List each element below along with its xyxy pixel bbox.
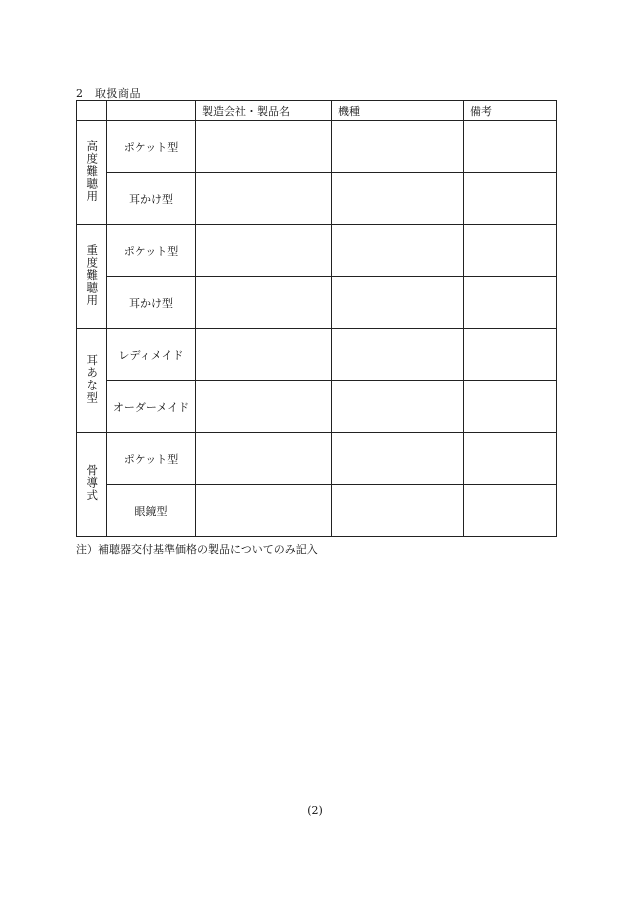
maker-product-cell[interactable]: [196, 225, 332, 277]
header-model: 機種: [332, 101, 464, 121]
maker-product-cell[interactable]: [196, 121, 332, 173]
header-remarks: 備考: [464, 101, 557, 121]
table-row: [77, 277, 557, 329]
remarks-cell[interactable]: [464, 485, 557, 537]
model-cell[interactable]: [332, 173, 464, 225]
table-row: [77, 225, 557, 277]
model-cell[interactable]: [332, 433, 464, 485]
group-label-cell: [77, 225, 107, 329]
remarks-cell[interactable]: [464, 173, 557, 225]
header-blank-1: [77, 101, 107, 121]
group-label: 骨導式: [85, 464, 100, 502]
section-heading: 2 取扱商品: [76, 87, 141, 100]
type-cell: ポケット型: [107, 121, 196, 173]
table-row: [77, 173, 557, 225]
type-cell: オーダーメイド: [107, 381, 196, 433]
group-label-cell: [77, 433, 107, 537]
group-label-cell: [77, 121, 107, 225]
header-blank-2: [107, 101, 196, 121]
remarks-cell[interactable]: [464, 225, 557, 277]
header-maker-product: 製造会社・製品名: [196, 101, 332, 121]
remarks-cell[interactable]: [464, 433, 557, 485]
maker-product-cell[interactable]: [196, 329, 332, 381]
table-row: [77, 381, 557, 433]
type-cell: ポケット型: [107, 225, 196, 277]
table-row: [77, 485, 557, 537]
model-cell[interactable]: [332, 381, 464, 433]
type-cell: 耳かけ型: [107, 277, 196, 329]
maker-product-cell[interactable]: [196, 173, 332, 225]
table-note: 注）補聴器交付基準価格の製品についてのみ記入: [76, 543, 318, 556]
remarks-cell[interactable]: [464, 329, 557, 381]
table-row: [77, 121, 557, 173]
remarks-cell[interactable]: [464, 277, 557, 329]
model-cell[interactable]: [332, 121, 464, 173]
remarks-cell[interactable]: [464, 121, 557, 173]
page-number: (2): [307, 804, 323, 817]
model-cell[interactable]: [332, 485, 464, 537]
type-cell: 眼鏡型: [107, 485, 196, 537]
model-cell[interactable]: [332, 277, 464, 329]
type-cell: レディメイド: [107, 329, 196, 381]
remarks-cell[interactable]: [464, 381, 557, 433]
table-row: [77, 329, 557, 381]
type-cell: ポケット型: [107, 433, 196, 485]
model-cell[interactable]: [332, 329, 464, 381]
group-label: 高度難聴用: [85, 139, 100, 203]
product-table: [76, 100, 557, 537]
group-label: 重度難聴用: [85, 243, 100, 307]
group-label: 耳あな型: [85, 354, 100, 404]
model-cell[interactable]: [332, 225, 464, 277]
maker-product-cell[interactable]: [196, 485, 332, 537]
maker-product-cell[interactable]: [196, 381, 332, 433]
group-label-cell: [77, 329, 107, 433]
type-cell: 耳かけ型: [107, 173, 196, 225]
table-row: [77, 433, 557, 485]
maker-product-cell[interactable]: [196, 433, 332, 485]
maker-product-cell[interactable]: [196, 277, 332, 329]
table-header-row: [77, 101, 557, 121]
